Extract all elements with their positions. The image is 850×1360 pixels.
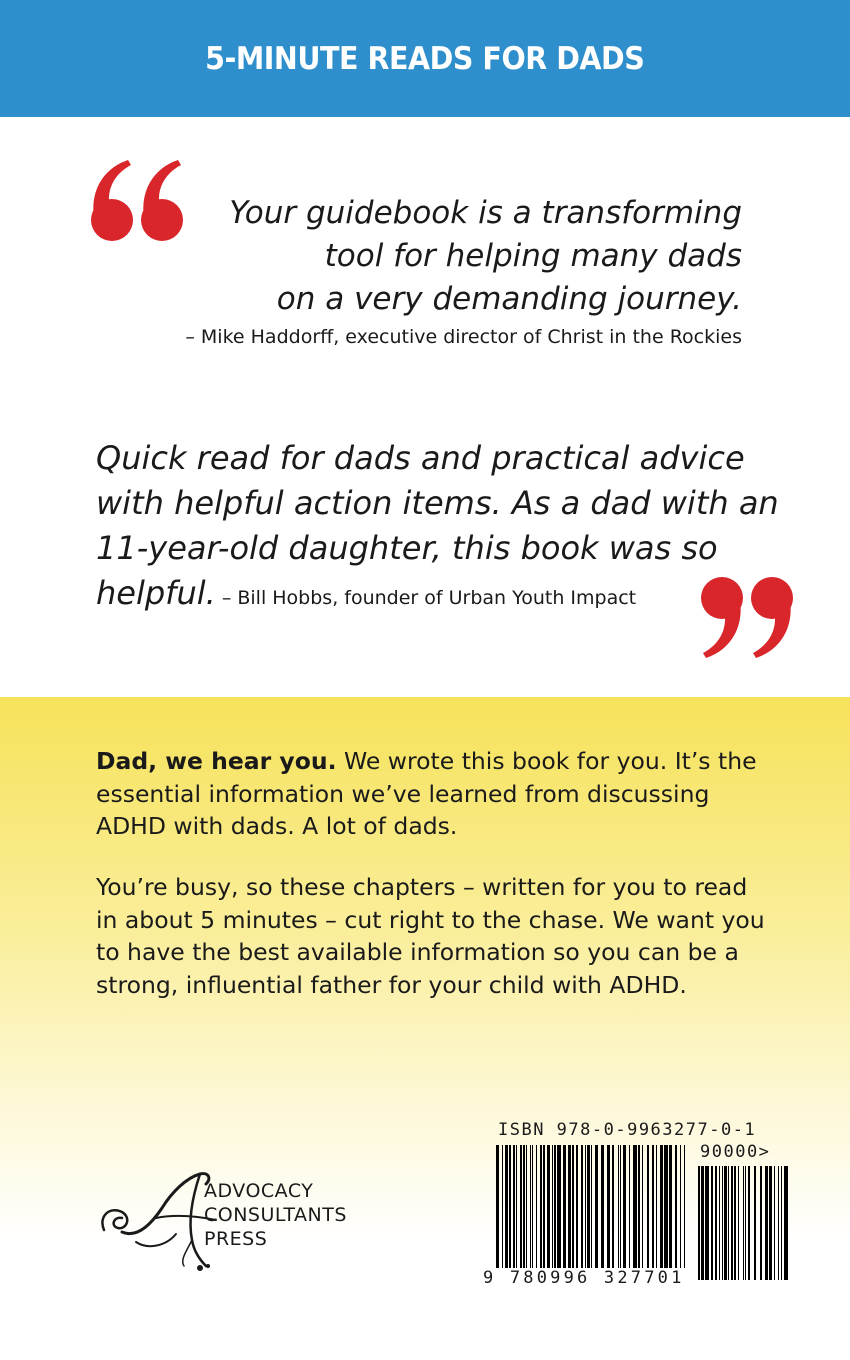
barcode-bar [684, 1145, 685, 1280]
barcode-bar [738, 1166, 739, 1280]
testimonial-quote-2 [96, 436, 779, 621]
barcode-bar [523, 1145, 525, 1280]
barcode-bar [743, 1166, 744, 1280]
barcode-bar [734, 1166, 736, 1280]
paragraph-line: You’re busy, so these chapters – written for you to read [96, 873, 748, 901]
barcode-bar [754, 1166, 756, 1280]
barcode-bar [711, 1166, 713, 1280]
quote-1-line: Your guidebook is a transforming [229, 195, 742, 231]
close-quote-icon [696, 576, 796, 658]
barcode-bar [516, 1145, 517, 1280]
quote-2-line: 11-year-old daughter, this book was so [96, 529, 718, 567]
barcode-bar [563, 1145, 566, 1280]
barcode-bar [638, 1145, 640, 1280]
banner-title: 5-MINUTE READS FOR DADS [205, 40, 645, 77]
barcode-bar [660, 1145, 663, 1280]
barcode-bar [656, 1145, 657, 1280]
quote-2-attribution: – Bill Hobbs, founder of Urban Youth Impact [215, 587, 637, 609]
barcode-bar [705, 1166, 709, 1280]
barcode-bar [595, 1145, 598, 1280]
barcode-bar [745, 1166, 746, 1280]
barcode-bar [572, 1145, 574, 1280]
barcode-bar [530, 1145, 531, 1280]
top-banner [0, 0, 850, 117]
paragraph-line: essential information we’ve learned from discussing [96, 779, 710, 808]
paragraph-line: ADHD with dads. A lot of dads. [96, 812, 458, 840]
barcode-bar [552, 1145, 553, 1280]
barcode-bar [675, 1145, 677, 1280]
price-code: 90000> [700, 1142, 771, 1162]
barcode-bar [701, 1166, 704, 1280]
barcode-bar [601, 1145, 604, 1280]
barcode-bar [728, 1166, 729, 1280]
paragraph-line: strong, influential father for your child with ADHD. [96, 970, 687, 999]
barcode-bar [532, 1145, 533, 1280]
barcode-bar [496, 1145, 499, 1280]
barcode-bar [698, 1166, 700, 1280]
barcode-bar [769, 1166, 772, 1280]
quote-2-line: Quick read for dads and practical advice [96, 439, 745, 477]
lead-in-text: Dad, we hear you. [96, 747, 337, 775]
barcode-bar [543, 1145, 545, 1280]
paragraph-line: in about 5 minutes – cut right to the chase. We want you [96, 905, 765, 934]
testimonial-quote-1 [142, 192, 742, 321]
publisher-name-line: CONSULTANTS [204, 1204, 347, 1226]
barcode-bar [576, 1145, 578, 1280]
quote-1-attribution: – Mike Haddorff, executive director of Christ in the Rockies [185, 326, 742, 348]
barcode-bar [591, 1145, 592, 1280]
barcode-bar [652, 1145, 654, 1280]
barcode-bar [618, 1145, 619, 1280]
barcode-bar [760, 1166, 762, 1280]
paragraph-line [96, 745, 796, 778]
barcode-bar [633, 1145, 637, 1280]
barcode-bar [513, 1145, 515, 1280]
publisher-name-line: PRESS [204, 1228, 268, 1250]
barcode-bar [509, 1145, 511, 1280]
barcode-bar [647, 1145, 649, 1280]
description-paragraph-1 [96, 745, 796, 843]
barcode-bar [719, 1166, 720, 1280]
barcode-bar [669, 1145, 672, 1280]
barcode-bar [547, 1145, 550, 1280]
barcode-addon-icon [698, 1166, 788, 1280]
barcode-bar [520, 1145, 522, 1280]
barcode-bar [623, 1145, 626, 1280]
barcode-bar [607, 1145, 610, 1280]
barcode-bar [774, 1166, 775, 1280]
barcode-bar [778, 1166, 779, 1280]
quote-2-line: helpful. [96, 574, 216, 612]
barcode-bar [536, 1145, 537, 1280]
barcode-bar [620, 1145, 621, 1280]
paragraph-line: to have the best available information so you can be a [96, 938, 739, 966]
paragraph-text: We wrote this book for you. It’s the [336, 747, 757, 775]
quote-1-line: on a very demanding journey. [276, 281, 742, 317]
isbn-label: ISBN 978-0-9963277-0-1 [498, 1120, 757, 1140]
barcode-bar [748, 1166, 750, 1280]
quote-2-line: with helpful action items. As a dad with an [96, 484, 779, 522]
barcode-bar [568, 1145, 571, 1280]
barcode-bar [554, 1145, 556, 1280]
barcode-bar [642, 1145, 643, 1280]
barcode-digits: 9 780996 327701 [483, 1268, 685, 1288]
barcode-bar [557, 1145, 561, 1280]
barcode-bar [765, 1166, 768, 1280]
quote-1-line: tool for helping many dads [324, 238, 742, 274]
barcode-bar [731, 1166, 733, 1280]
barcode-icon [496, 1145, 686, 1280]
barcode-bar [585, 1145, 586, 1280]
quote-2-last-line [96, 571, 776, 621]
barcode-bar [724, 1166, 727, 1280]
barcode-bar [784, 1166, 788, 1280]
barcode-bar [526, 1145, 527, 1280]
barcode-bar [505, 1145, 508, 1280]
barcode-bar [781, 1166, 782, 1280]
publisher-name-line: ADVOCACY [204, 1180, 314, 1202]
barcode-bar [502, 1145, 503, 1280]
barcode-bar [581, 1145, 583, 1280]
barcode-bar [587, 1145, 590, 1280]
barcode-bar [612, 1145, 614, 1280]
description-paragraph-2 [96, 871, 796, 1001]
barcode-bar [722, 1166, 723, 1280]
barcode-bar [629, 1145, 630, 1280]
barcode-bar [715, 1166, 717, 1280]
barcode-bar [540, 1145, 542, 1280]
barcode-bar [664, 1145, 668, 1280]
barcode-bar [680, 1145, 681, 1280]
